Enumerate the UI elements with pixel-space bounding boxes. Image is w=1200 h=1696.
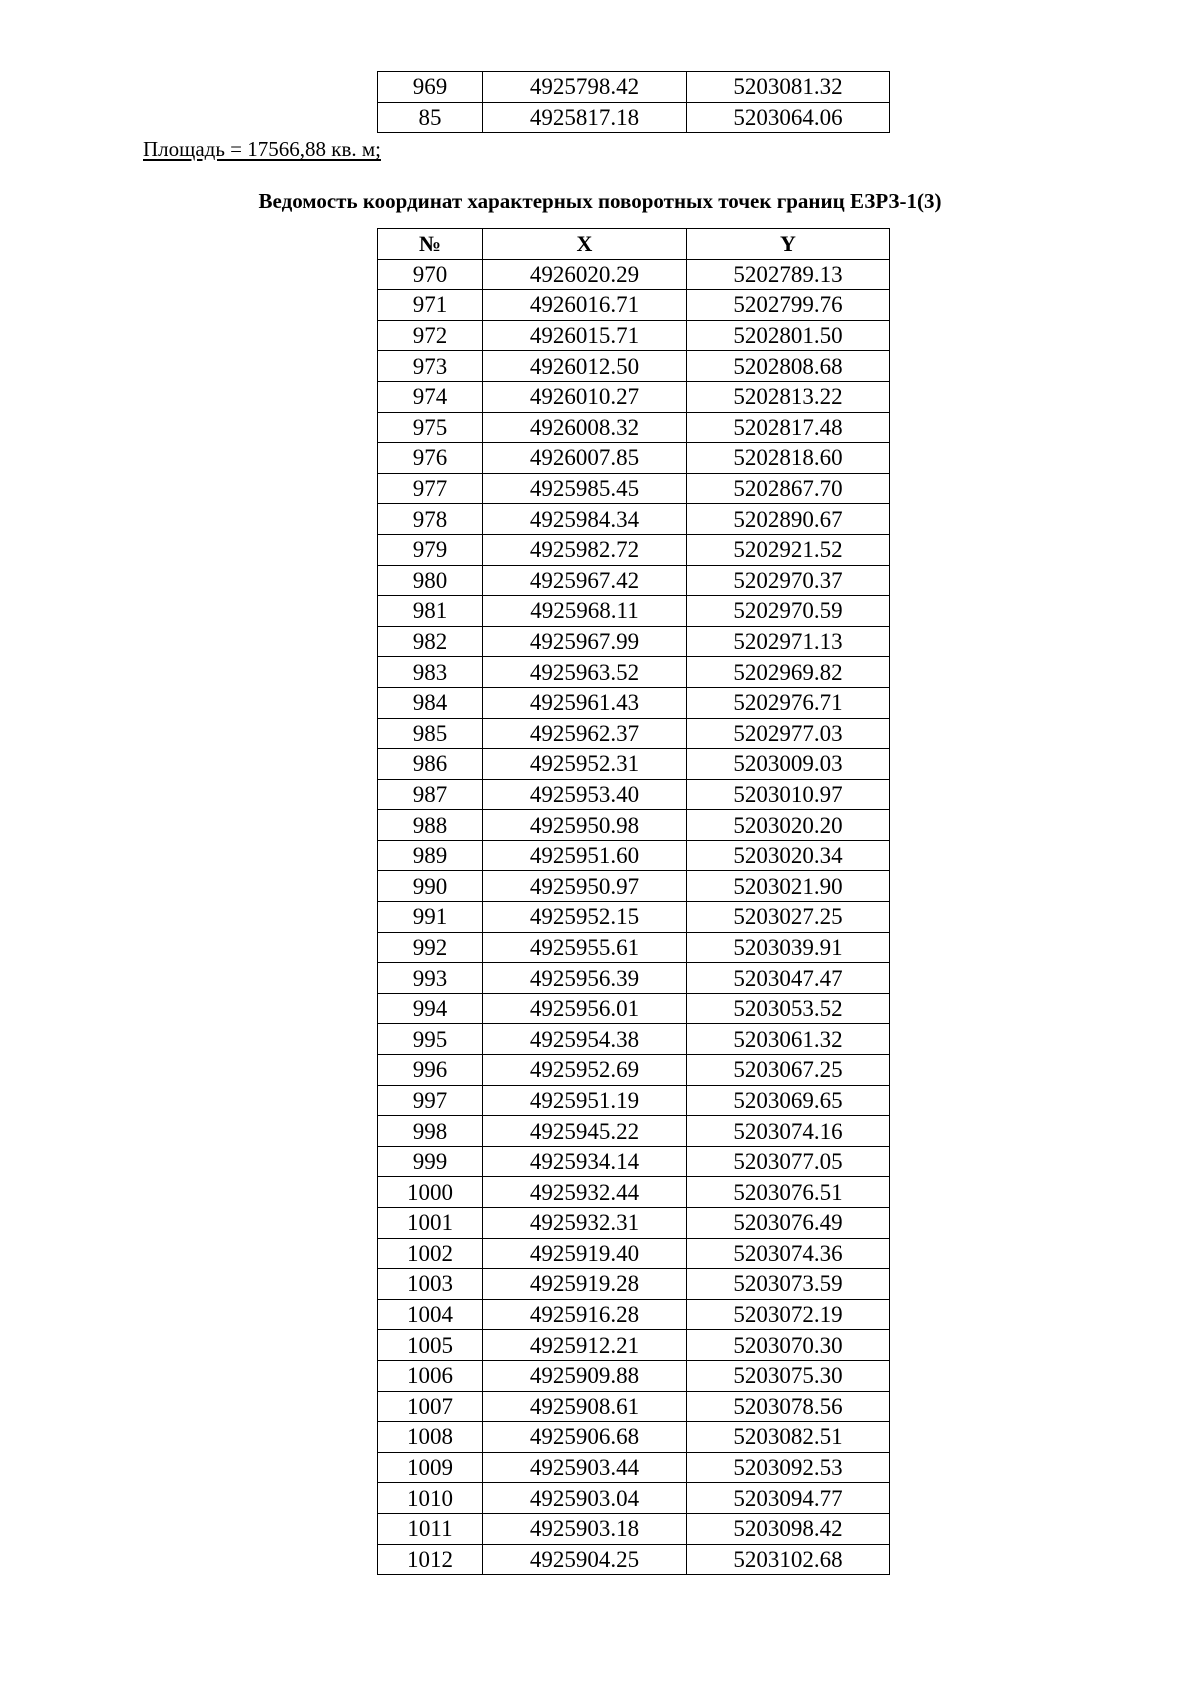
table-row — [378, 1544, 890, 1575]
point-number-cell: 1006 — [378, 1360, 483, 1391]
y-coordinate-cell: 5203020.20 — [687, 810, 890, 841]
table-row — [378, 1483, 890, 1514]
coordinates-table — [377, 228, 890, 1575]
table-row — [378, 657, 890, 688]
point-number-cell: 977 — [378, 473, 483, 504]
y-coordinate-cell: 5203082.51 — [687, 1422, 890, 1453]
point-number-cell: 1001 — [378, 1208, 483, 1239]
table-header — [378, 229, 890, 260]
x-coordinate-cell: 4925932.44 — [483, 1177, 687, 1208]
point-number-cell: 999 — [378, 1146, 483, 1177]
x-coordinate-cell: 4925952.31 — [483, 749, 687, 780]
x-coordinate-cell: 4925951.19 — [483, 1085, 687, 1116]
table-row — [378, 932, 890, 963]
point-number-cell: 1012 — [378, 1544, 483, 1575]
table-row — [378, 687, 890, 718]
point-number-cell: 990 — [378, 871, 483, 902]
point-number-cell: 1003 — [378, 1269, 483, 1300]
table-row — [378, 1146, 890, 1177]
point-number-cell: 970 — [378, 259, 483, 290]
y-coordinate-cell: 5202977.03 — [687, 718, 890, 749]
table-row — [378, 1452, 890, 1483]
point-number-cell: 989 — [378, 840, 483, 871]
y-coordinate-cell: 5203021.90 — [687, 871, 890, 902]
y-coordinate-cell: 5203078.56 — [687, 1391, 890, 1422]
x-coordinate-cell: 4925950.98 — [483, 810, 687, 841]
y-coordinate-cell: 5203027.25 — [687, 902, 890, 933]
point-number-cell: 994 — [378, 993, 483, 1024]
table-row — [378, 1024, 890, 1055]
x-coordinate-cell: 4925904.25 — [483, 1544, 687, 1575]
table-row — [378, 1360, 890, 1391]
y-coordinate-cell: 5202818.60 — [687, 443, 890, 474]
table-row — [378, 473, 890, 504]
point-number-cell: 980 — [378, 565, 483, 596]
point-number-cell: 974 — [378, 381, 483, 412]
x-coordinate-cell: 4925916.28 — [483, 1299, 687, 1330]
table-row — [378, 810, 890, 841]
table-row — [378, 534, 890, 565]
table-row — [378, 779, 890, 810]
y-coordinate-cell: 5202801.50 — [687, 320, 890, 351]
table-title: Ведомость координат характерных поворотных точек границ ЕЗРЗ-1(3) — [258, 189, 942, 213]
area-text: Площадь = 17566,88 кв. м; — [143, 137, 381, 161]
table-row — [378, 1299, 890, 1330]
x-coordinate-cell: 4926015.71 — [483, 320, 687, 351]
x-coordinate-cell: 4925919.40 — [483, 1238, 687, 1269]
table-row — [378, 1055, 890, 1086]
x-coordinate-cell: 4925955.61 — [483, 932, 687, 963]
table-row — [378, 381, 890, 412]
y-coordinate-cell: 5203020.34 — [687, 840, 890, 871]
y-coordinate-cell: 5203009.03 — [687, 749, 890, 780]
x-coordinate-cell: 4925962.37 — [483, 718, 687, 749]
point-number-cell: 1011 — [378, 1513, 483, 1544]
y-coordinate-cell: 5202971.13 — [687, 626, 890, 657]
y-coordinate-cell: 5203074.36 — [687, 1238, 890, 1269]
y-coordinate-cell: 5203077.05 — [687, 1146, 890, 1177]
table-row — [378, 993, 890, 1024]
table-row — [378, 1085, 890, 1116]
x-coordinate-cell: 4925932.31 — [483, 1208, 687, 1239]
y-coordinate-cell: 5203064.06 — [687, 102, 890, 133]
table-row — [378, 443, 890, 474]
x-coordinate-cell: 4925963.52 — [483, 657, 687, 688]
point-number-cell: 971 — [378, 290, 483, 321]
y-coordinate-cell: 5202808.68 — [687, 351, 890, 382]
x-coordinate-cell: 4925903.44 — [483, 1452, 687, 1483]
y-coordinate-cell: 5203010.97 — [687, 779, 890, 810]
point-number-cell: 991 — [378, 902, 483, 933]
point-number-cell: 982 — [378, 626, 483, 657]
y-coordinate-cell: 5203098.42 — [687, 1513, 890, 1544]
table-row — [378, 840, 890, 871]
point-number-cell: 978 — [378, 504, 483, 535]
x-coordinate-cell: 4925954.38 — [483, 1024, 687, 1055]
point-number-cell: 988 — [378, 810, 483, 841]
x-coordinate-cell: 4926020.29 — [483, 259, 687, 290]
point-number-cell: 1008 — [378, 1422, 483, 1453]
y-coordinate-cell: 5202970.59 — [687, 596, 890, 627]
x-coordinate-cell: 4925967.42 — [483, 565, 687, 596]
point-number-cell: 979 — [378, 534, 483, 565]
x-coordinate-cell: 4925984.34 — [483, 504, 687, 535]
y-coordinate-cell: 5202867.70 — [687, 473, 890, 504]
table-row — [378, 1238, 890, 1269]
x-coordinate-cell: 4925798.42 — [483, 72, 687, 103]
y-coordinate-cell: 5203076.51 — [687, 1177, 890, 1208]
point-number-cell: 995 — [378, 1024, 483, 1055]
header-number: № — [378, 229, 483, 260]
point-number-cell: 993 — [378, 963, 483, 994]
point-number-cell: 1010 — [378, 1483, 483, 1514]
y-coordinate-cell: 5202817.48 — [687, 412, 890, 443]
y-coordinate-cell: 5203073.59 — [687, 1269, 890, 1300]
y-coordinate-cell: 5203075.30 — [687, 1360, 890, 1391]
y-coordinate-cell: 5203076.49 — [687, 1208, 890, 1239]
table-row — [378, 902, 890, 933]
header-y: Y — [687, 229, 890, 260]
x-coordinate-cell: 4925903.18 — [483, 1513, 687, 1544]
x-coordinate-cell: 4925934.14 — [483, 1146, 687, 1177]
table-row — [378, 565, 890, 596]
table-row — [378, 259, 890, 290]
point-number-cell: 987 — [378, 779, 483, 810]
x-coordinate-cell: 4925945.22 — [483, 1116, 687, 1147]
point-number-cell: 1007 — [378, 1391, 483, 1422]
point-number-cell: 1004 — [378, 1299, 483, 1330]
point-number-cell: 998 — [378, 1116, 483, 1147]
x-coordinate-cell: 4925968.11 — [483, 596, 687, 627]
table-row — [378, 963, 890, 994]
x-coordinate-cell: 4925919.28 — [483, 1269, 687, 1300]
x-coordinate-cell: 4925951.60 — [483, 840, 687, 871]
table-row — [378, 412, 890, 443]
y-coordinate-cell: 5202976.71 — [687, 687, 890, 718]
y-coordinate-cell: 5202969.82 — [687, 657, 890, 688]
y-coordinate-cell: 5203092.53 — [687, 1452, 890, 1483]
table-row — [378, 1177, 890, 1208]
point-number-cell: 981 — [378, 596, 483, 627]
x-coordinate-cell: 4925953.40 — [483, 779, 687, 810]
point-number-cell: 1005 — [378, 1330, 483, 1361]
previous-table-body — [378, 72, 890, 133]
table-row — [378, 1422, 890, 1453]
header-x: X — [483, 229, 687, 260]
point-number-cell: 997 — [378, 1085, 483, 1116]
point-number-cell: 973 — [378, 351, 483, 382]
x-coordinate-cell: 4926012.50 — [483, 351, 687, 382]
point-number-cell: 983 — [378, 657, 483, 688]
table-row — [378, 1208, 890, 1239]
table-row — [378, 290, 890, 321]
point-number-cell: 969 — [378, 72, 483, 103]
point-number-cell: 975 — [378, 412, 483, 443]
y-coordinate-cell: 5202921.52 — [687, 534, 890, 565]
x-coordinate-cell: 4925912.21 — [483, 1330, 687, 1361]
point-number-cell: 986 — [378, 749, 483, 780]
y-coordinate-cell: 5203061.32 — [687, 1024, 890, 1055]
table-row — [378, 72, 890, 103]
y-coordinate-cell: 5203069.65 — [687, 1085, 890, 1116]
table-row — [378, 351, 890, 382]
header-row — [378, 229, 890, 260]
x-coordinate-cell: 4925950.97 — [483, 871, 687, 902]
table-row — [378, 1116, 890, 1147]
point-number-cell: 1002 — [378, 1238, 483, 1269]
x-coordinate-cell: 4926008.32 — [483, 412, 687, 443]
x-coordinate-cell: 4925952.15 — [483, 902, 687, 933]
table-row — [378, 102, 890, 133]
table-row — [378, 626, 890, 657]
x-coordinate-cell: 4925817.18 — [483, 102, 687, 133]
y-coordinate-cell: 5203067.25 — [687, 1055, 890, 1086]
table-row — [378, 718, 890, 749]
y-coordinate-cell: 5203081.32 — [687, 72, 890, 103]
x-coordinate-cell: 4925909.88 — [483, 1360, 687, 1391]
table-row — [378, 1269, 890, 1300]
x-coordinate-cell: 4925906.68 — [483, 1422, 687, 1453]
table-row — [378, 1330, 890, 1361]
table-row — [378, 504, 890, 535]
table-row — [378, 749, 890, 780]
x-coordinate-cell: 4926010.27 — [483, 381, 687, 412]
y-coordinate-cell: 5202789.13 — [687, 259, 890, 290]
x-coordinate-cell: 4925908.61 — [483, 1391, 687, 1422]
table-row — [378, 596, 890, 627]
table-row — [378, 1513, 890, 1544]
point-number-cell: 1009 — [378, 1452, 483, 1483]
point-number-cell: 992 — [378, 932, 483, 963]
y-coordinate-cell: 5202813.22 — [687, 381, 890, 412]
point-number-cell: 976 — [378, 443, 483, 474]
y-coordinate-cell: 5202890.67 — [687, 504, 890, 535]
previous-coordinates-table — [377, 71, 890, 133]
y-coordinate-cell: 5203102.68 — [687, 1544, 890, 1575]
point-number-cell: 996 — [378, 1055, 483, 1086]
point-number-cell: 972 — [378, 320, 483, 351]
y-coordinate-cell: 5203072.19 — [687, 1299, 890, 1330]
point-number-cell: 984 — [378, 687, 483, 718]
y-coordinate-cell: 5203039.91 — [687, 932, 890, 963]
x-coordinate-cell: 4925956.39 — [483, 963, 687, 994]
y-coordinate-cell: 5203053.52 — [687, 993, 890, 1024]
x-coordinate-cell: 4925903.04 — [483, 1483, 687, 1514]
point-number-cell: 985 — [378, 718, 483, 749]
point-number-cell: 85 — [378, 102, 483, 133]
x-coordinate-cell: 4925982.72 — [483, 534, 687, 565]
x-coordinate-cell: 4925985.45 — [483, 473, 687, 504]
table-row — [378, 871, 890, 902]
y-coordinate-cell: 5203070.30 — [687, 1330, 890, 1361]
y-coordinate-cell: 5203094.77 — [687, 1483, 890, 1514]
table-row — [378, 320, 890, 351]
x-coordinate-cell: 4925967.99 — [483, 626, 687, 657]
x-coordinate-cell: 4926016.71 — [483, 290, 687, 321]
table-body — [378, 259, 890, 1575]
x-coordinate-cell: 4925952.69 — [483, 1055, 687, 1086]
x-coordinate-cell: 4925961.43 — [483, 687, 687, 718]
y-coordinate-cell: 5203047.47 — [687, 963, 890, 994]
x-coordinate-cell: 4925956.01 — [483, 993, 687, 1024]
y-coordinate-cell: 5202970.37 — [687, 565, 890, 596]
y-coordinate-cell: 5203074.16 — [687, 1116, 890, 1147]
y-coordinate-cell: 5202799.76 — [687, 290, 890, 321]
x-coordinate-cell: 4926007.85 — [483, 443, 687, 474]
table-row — [378, 1391, 890, 1422]
point-number-cell: 1000 — [378, 1177, 483, 1208]
